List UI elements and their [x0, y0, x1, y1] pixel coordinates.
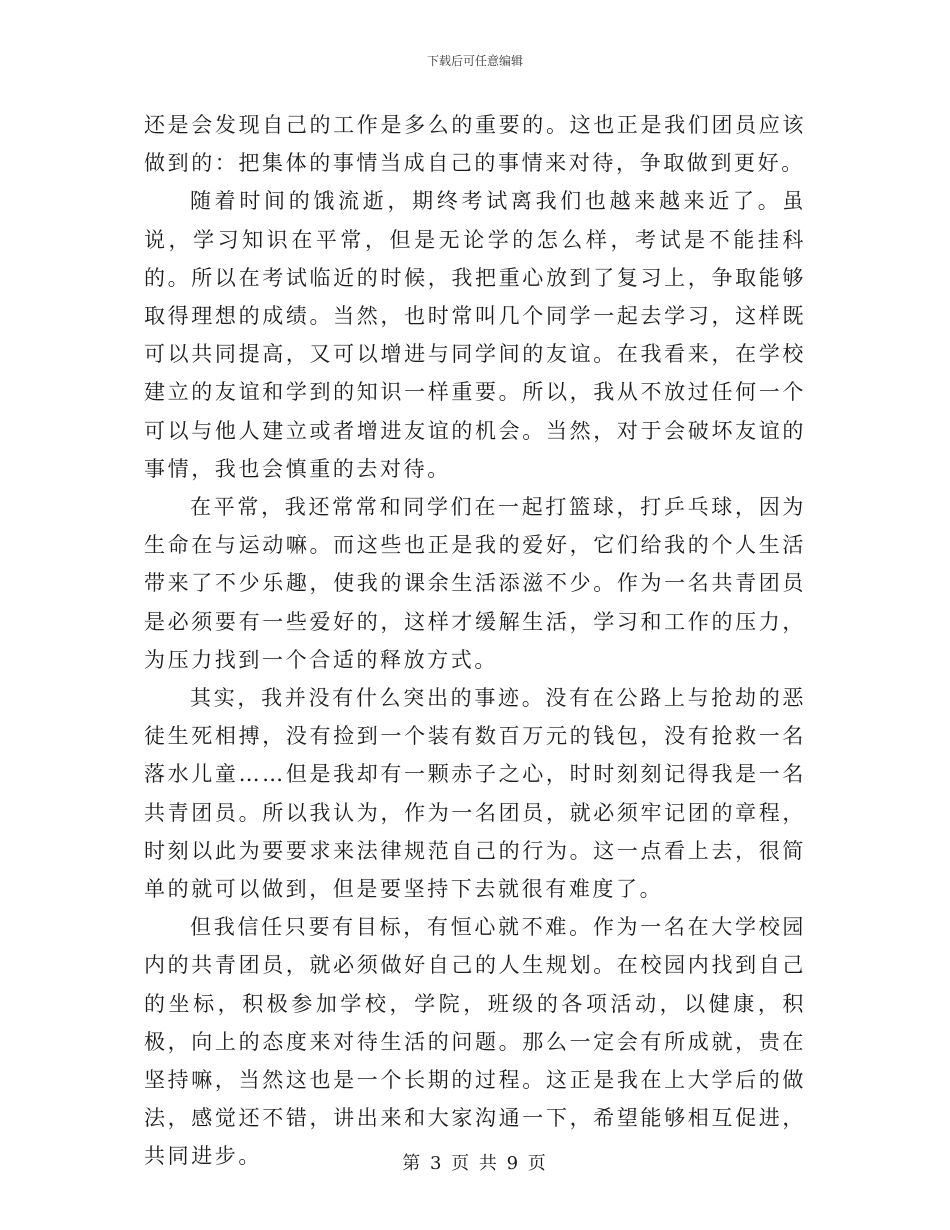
paragraph-deeds: 其实，我并没有什么突出的事迹。没有在公路上与抢劫的恶徒生死相搏，没有捡到一个装有数百万元的钱包，没有抢救一名落水儿童……但是我却有一颗赤子之心，时时刻刻记得我是一名共青团员。所以我认为，作为一名团员，就必须牢记团的章程，时刻以此为要要求来法律规范自己的行为。这一点看上去，很简单的就可以做到，但是要坚持下去就很有难度了。	[144, 686, 806, 902]
paragraph-exam-review: 随着时间的饿流逝，期终考试离我们也越来越来近了。虽说，学习知识在平常，但是无论学的怎么样，考试是不能挂科的。所以在考试临近的时候，我把重心放到了复习上，争取能够取得理想的成绩。当然，也时常叫几个同学一起去学习，这样既可以共同提高，又可以增进与同学间的友谊。在我看来，在学校建立的友谊和学到的知识一样重要。所以，我从不放过任何一个可以与他人建立或者增进友谊的机会。当然，对于会破坏友谊的事情，我也会慎重的去对待。	[144, 189, 806, 481]
paragraph-hobbies: 在平常，我还常常和同学们在一起打篮球，打乒乓球，因为生命在与运动嘛。而这些也正是我的爱好，它们给我的个人生活带来了不少乐趣，使我的课余生活添滋不少。作为一名共青团员是必须要有一些爱好的，这样才缓解生活，学习和工作的压力，为压力找到一个合适的释放方式。	[144, 495, 806, 672]
page-number: 第 3 页 共 9 页	[402, 1153, 548, 1174]
paragraph-continuation: 还是会发现自己的工作是多么的重要的。这也正是我们团员应该做到的：把集体的事情当成自己的事情来对待，争取做到更好。	[144, 113, 806, 176]
page-header-note: 下载后可任意编辑	[426, 54, 523, 68]
document-body	[144, 106, 806, 1176]
paragraph-goals: 但我信任只要有目标，有恒心就不难。作为一名在大学校园内的共青团员，就必须做好自己的人生规划。在校园内找到自己的坐标，积极参加学校，学院，班级的各项活动，以健康，积极，向上的态度来对待生活的问题。那么一定会有所成就，贵在坚持嘛，当然这也是一个长期的过程。这正是我在上大学后的做法，感觉还不错，讲出来和大家沟通一下，希望能够相互促进，共同进步。	[144, 915, 806, 1169]
